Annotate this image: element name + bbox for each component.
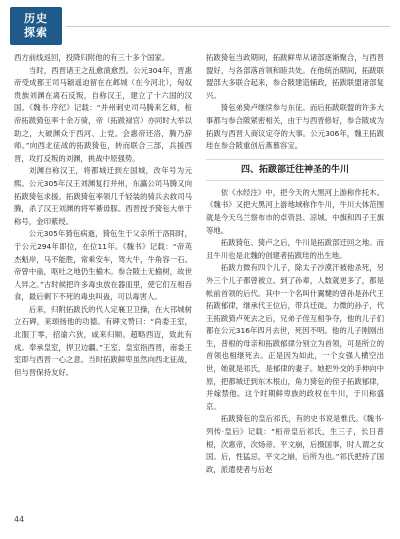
paragraph: 公元305年猗㐌病逝，猗㐌生于父亲所于洛阳时，于公元294年即位，在位11年。《魏书》记载：“帝英杰魁岸，马不能胜，常乘安车，驾大牛，牛角容一石。帝曾中蛊，呕吐之地仍生榆木。参合陂土无榆树，故世人异之。”古时候把许多毒虫放在器皿里，使它们互相吞食，最后剩下不死的毒虫叫蛊，可以毒害人。 xyxy=(14,229,192,302)
header-rule xyxy=(66,26,390,27)
badge-line-1: 历史 xyxy=(24,12,48,25)
paragraph: 拓跋猗㐌当政期间，拓跋鲜卑从诸部逐渐聚合，与西晋盟好，与各部落首领和睦共处。在他统治期间，拓跋联盟部大多联合起来，参合陂建造辅政，拓跋联盟诸部复兴。 xyxy=(206,53,384,100)
paragraph: 刘渊自称汉王，将都城迁到左国城，改年号为元熙。公元305年汉王刘渊复打并州，东瀛公司马腾又向拓跋猗㐌求援。拓跋猗㐌率领几千轻装的骑兵去救司马腾，杀了汉王刘渊的将军綦毋豚。西晋授予猗㐌大单于称号，金印紫绶。 xyxy=(14,166,192,226)
paragraph: 依《水经注》中，把今天的大黑河上游称作托木。《魏书》又把大黑河上游地域称作牛川，牛川大体范围就是今天乌兰察布市的卓资县、凉城、中旗和四子王旗等地。 xyxy=(206,187,384,235)
page-header xyxy=(0,0,400,50)
left-column xyxy=(14,52,192,379)
paragraph: 猗㐌弟猗卢继续参与东征。而后拓跋联盟的许多大事都与参合陂紧密相关，由于与西晋修好，参合陂成为拓跋与西晋人商议定夺的大事。公元306年，魏王拓跋珪在参合陂重创后燕慕容宝。 xyxy=(206,103,384,151)
paragraph: 当时，西晋诸王之乱愈演愈烈。公元304年，晋惠帝受成都王司马颖遥迫留在在邺城（在今河北），匈奴贵族刘渊在离石反叛，自称汉王，建立了十六国的汉国。《魏书·序纪》记载：“并州刺史司马腾来乞师，桓帝拓跋猗㐌率十余万骑，帝（拓跋禄官）亦同时大举以助之，大破渊众于西河、上党。会惠帝还洛，腾乃辞师。”向西北征战的拓跋猗㐌，转而联合三部，兵援西晋，攻打反叛的刘渊，挑战中原强势。 xyxy=(14,65,192,163)
paragraph: 西方前线返回，投降归附他的有三十多个国家。 xyxy=(14,53,170,62)
paragraph: 拓跋猗㐌的皇后祁氏，有的史书说是惟氏。《魏书·列传·皇后》记载：“桓帝皇后祁氏，生三子，长日普根，次惠帝，次炀帝。平文崩，后摄国事，时人谓之女国。后，性猛忌，平文之崩，后所为也。”祁氏把持了国政，派遣使者与后赵 xyxy=(206,414,384,474)
section-heading: 四、拓跋部迁往神圣的牛川 xyxy=(206,159,384,181)
badge-line-2: 探索 xyxy=(24,26,48,39)
page-number: 44 xyxy=(14,515,25,524)
section-badge xyxy=(10,7,62,45)
paragraph: 后来，归附拓跋氏的代人定襄卫卫操，在大邗城树立石碑，来颂扬他的功德。有碑文赞曰：“尚委王室，北服丁零，招谕六狄，咸来归顺。超略西迈，致此有成。奉承皇室，捍卫边疆。”王室、皇室指西晋，南委王室即与西晋一心之意。当时拓跋鲜卑虽然向西北征战，但与晋保持友好。 xyxy=(14,304,192,377)
paragraph: 拓跋力微有四个儿子，除太子沙漠汗被他杀死，另外三个儿子都曾被立。到了孙辈，人数就更多了，都是帐前首领的后代。其中一个名叫什翼犍的曾孙是孙代王拓跋郁律，继承代王位后，带兵迁徙。力微的孙子，代王拓跋猗卢死去之后，兄弟子侄互相争夺，他的儿子们都在公元316年四月去世，死因不明。他的儿子刚刚出生，普根的母亲和拓跋郁律分别立为首领，可是所立的首领也相继死去。正是因为如此，一个女强人横空出世，她就是祁氏，是郁律的妻子。她把外交的手伸向中原，把都城迁到东木根山，角力猗㐌的侄子拓跋郁律，并嫁禁他。这个时期鲜卑族的政权在牛川，于川称盛京。 xyxy=(206,263,384,411)
paragraph: 拓跋猗㐌、猗卢之后，牛川是拓跋部迁回之地。而且牛川也是北魏的创建者拓跋珪的出生地。 xyxy=(206,238,384,260)
right-column xyxy=(206,52,384,476)
